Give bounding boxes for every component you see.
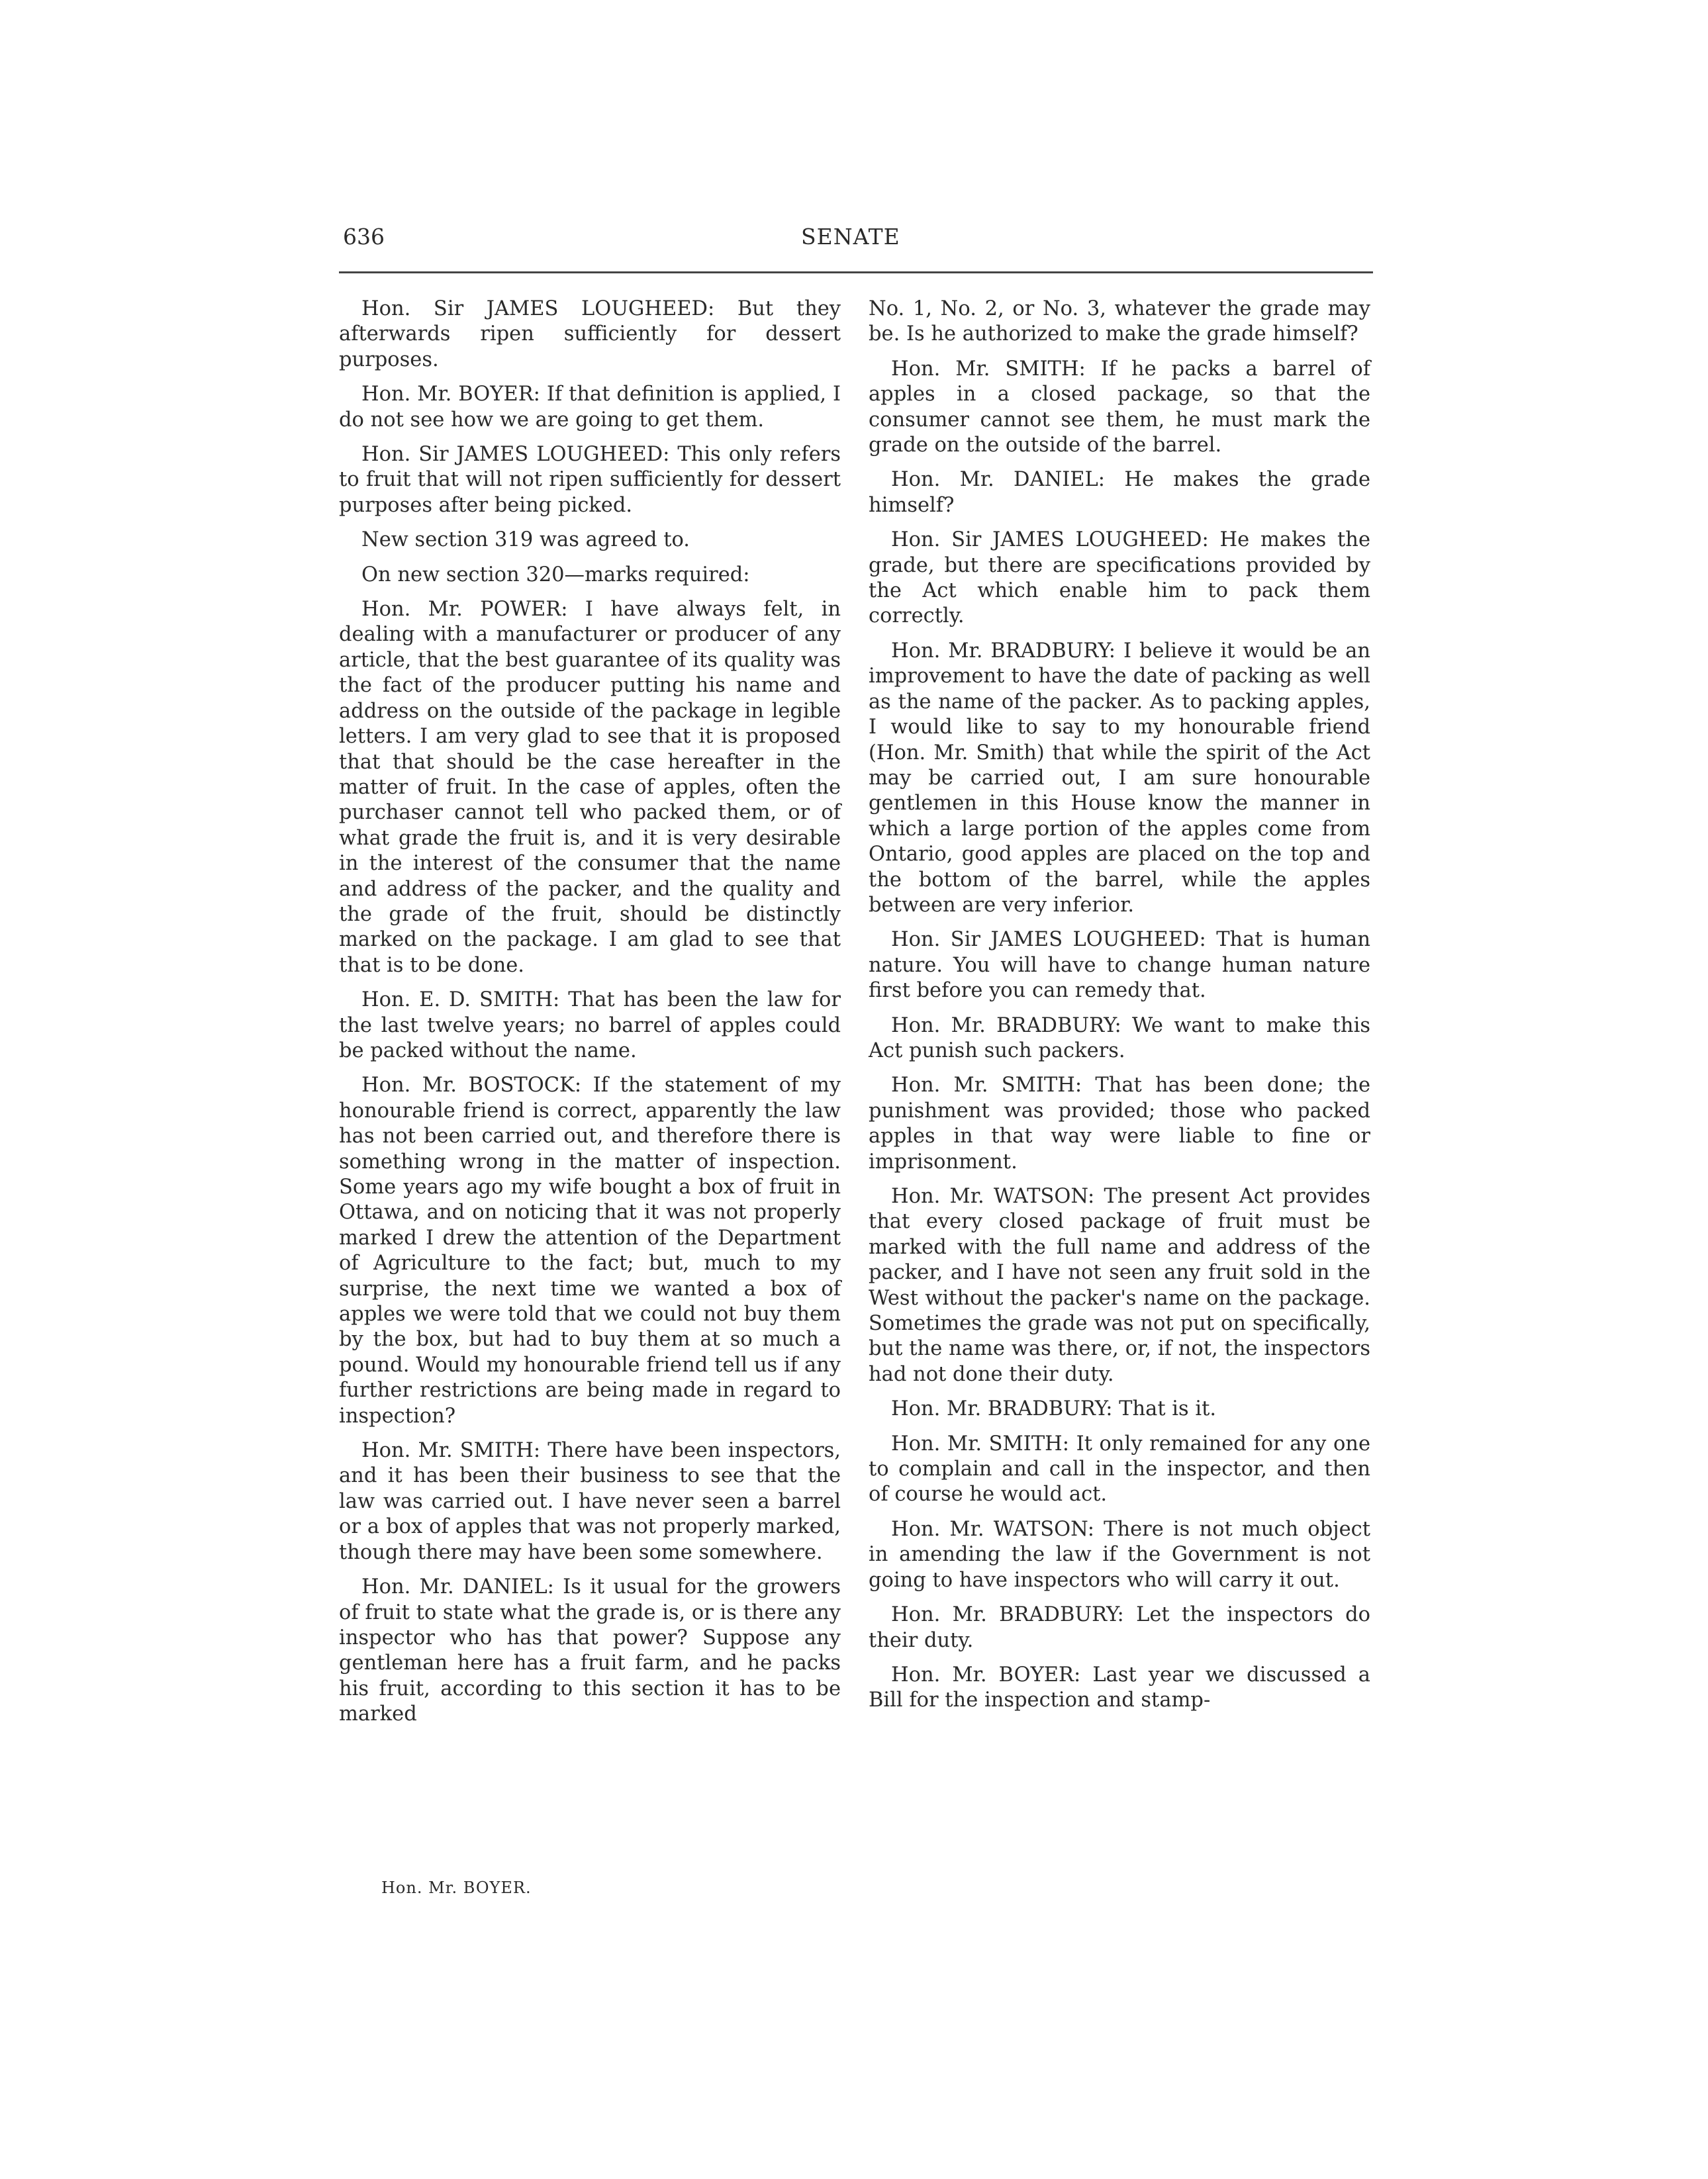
paragraph: Hon. Mr. WATSON: The present Act provides that every closed package of fruit must be marked with the full name and address of the packer, and I have not seen any fruit sold in the West without the packer's name on the package. Sometimes the grade was not put on specifically, but the name was there, or, if not, the inspectors had not done their duty. (869, 1185, 1370, 1386)
paragraph: Hon. Mr. BRADBURY: We want to make this Act punish such packers. (869, 1013, 1370, 1062)
paragraph: Hon. Mr. DANIEL: Is it usual for the growers of fruit to state what the grade is, or is there any inspector who has that power? Suppose any gentleman here has a fruit farm, and he packs his fruit, according to this section it has to be marked (339, 1575, 841, 1726)
paragraph: Hon. E. D. SMITH: That has been the law for the last twelve years; no barrel of apples could be packed without the name. (339, 988, 841, 1062)
paragraph: Hon. Mr. BRADBURY: I believe it would be an improvement to have the date of packing as well as the name of the packer. As to packing apples, I would like to say to my honourable friend (Hon. Mr. Smith) that while the spirit of the Act may be carried out, I am sure honourable gentlemen in this House know the manner in which a large portion of the apples come from Ontario, good apples are placed on the top and the bottom of the barrel, while the apples between are very inferior. (869, 639, 1370, 917)
paragraph: Hon. Mr. BRADBURY: Let the inspectors do their duty. (869, 1603, 1370, 1652)
paragraph: Hon. Mr. WATSON: There is not much object in amending the law if the Government is not going to have inspectors who will carry it out. (869, 1517, 1370, 1592)
paragraph: Hon. Mr. DANIEL: He makes the grade himself? (869, 468, 1370, 517)
paragraph: Hon. Mr. SMITH: It only remained for any one to complain and call in the inspector, and then of course he would act. (869, 1432, 1370, 1507)
page-number: 636 (343, 224, 385, 250)
header-rule (339, 271, 1373, 273)
paragraph: Hon. Mr. SMITH: That has been done; the punishment was provided; those who packed apples in that way were liable to fine or imprisonment. (869, 1074, 1370, 1174)
paragraph: Hon. Mr. BOYER: Last year we discussed a Bill for the inspection and stamp- (869, 1663, 1370, 1712)
paragraph: Hon. Mr. SMITH: There have been inspectors, and it has been their business to see that the law was carried out. I have never seen a barrel or a box of apples that was not properly marked, though there may have been some somewhere. (339, 1439, 841, 1564)
paragraph: On new section 320—marks required: (361, 563, 750, 586)
paragraph: Hon. Sir JAMES LOUGHEED: He makes the grade, but there are specifications provided by the Act which enable him to pack them correctly. (869, 528, 1370, 628)
left-column (339, 297, 841, 1737)
paragraph: Hon. Mr. BRADBURY: That is it. (891, 1397, 1217, 1421)
paragraph: Hon. Mr. BOSTOCK: If the statement of my honourable friend is correct, apparently the law has not been carried out, and therefore there is something wrong in the matter of inspection. Some years ago my wife bought a box of fruit in Ottawa, and on noticing that it was not properly marked I drew the attention of the Department of Agriculture to the fact; but, much to my surprise, the next time we wanted a box of apples we were told that we could not buy them by the box, but had to buy them at so much a pound. Would my honourable friend tell us if any further restrictions are being made in regard to inspection? (339, 1074, 841, 1428)
footer-speaker-note: Hon. Mr. BOYER. (381, 1878, 532, 1897)
paragraph: Hon. Mr. SMITH: If he packs a barrel of apples in a closed package, so that the consumer cannot see them, he must mark the grade on the outside of the barrel. (869, 357, 1370, 457)
paragraph: Hon. Mr. POWER: I have always felt, in dealing with a manufacturer or producer of any article, that the best guarantee of its quality was the fact of the producer putting his name and address on the outside of the package in legible letters. I am very glad to see that it is proposed that that should be the case hereafter in the matter of fruit. In the case of apples, often the purchaser cannot tell who packed them, or of what grade the fruit is, and it is very desirable in the interest of the consumer that the name and address of the packer, and the quality and the grade of the fruit, should be distinctly marked on the package. I am glad to see that that is to be done. (339, 598, 841, 977)
paragraph: Hon. Sir JAMES LOUGHEED: But they afterwards ripen sufficiently for dessert purposes. (339, 297, 841, 371)
paragraph: Hon. Mr. BOYER: If that definition is applied, I do not see how we are going to get them. (339, 383, 841, 432)
paragraph: Hon. Sir JAMES LOUGHEED: This only refers to fruit that will not ripen sufficiently for dessert purposes after being picked. (339, 443, 841, 517)
paragraph: New section 319 was agreed to. (361, 528, 690, 552)
right-column (869, 297, 1370, 1723)
page-title: SENATE (801, 224, 900, 250)
paragraph-continuation: No. 1, No. 2, or No. 3, whatever the grade may be. Is he authorized to make the grade himself? (869, 297, 1370, 346)
paragraph: Hon. Sir JAMES LOUGHEED: That is human nature. You will have to change human nature first before you can remedy that. (869, 928, 1370, 1003)
